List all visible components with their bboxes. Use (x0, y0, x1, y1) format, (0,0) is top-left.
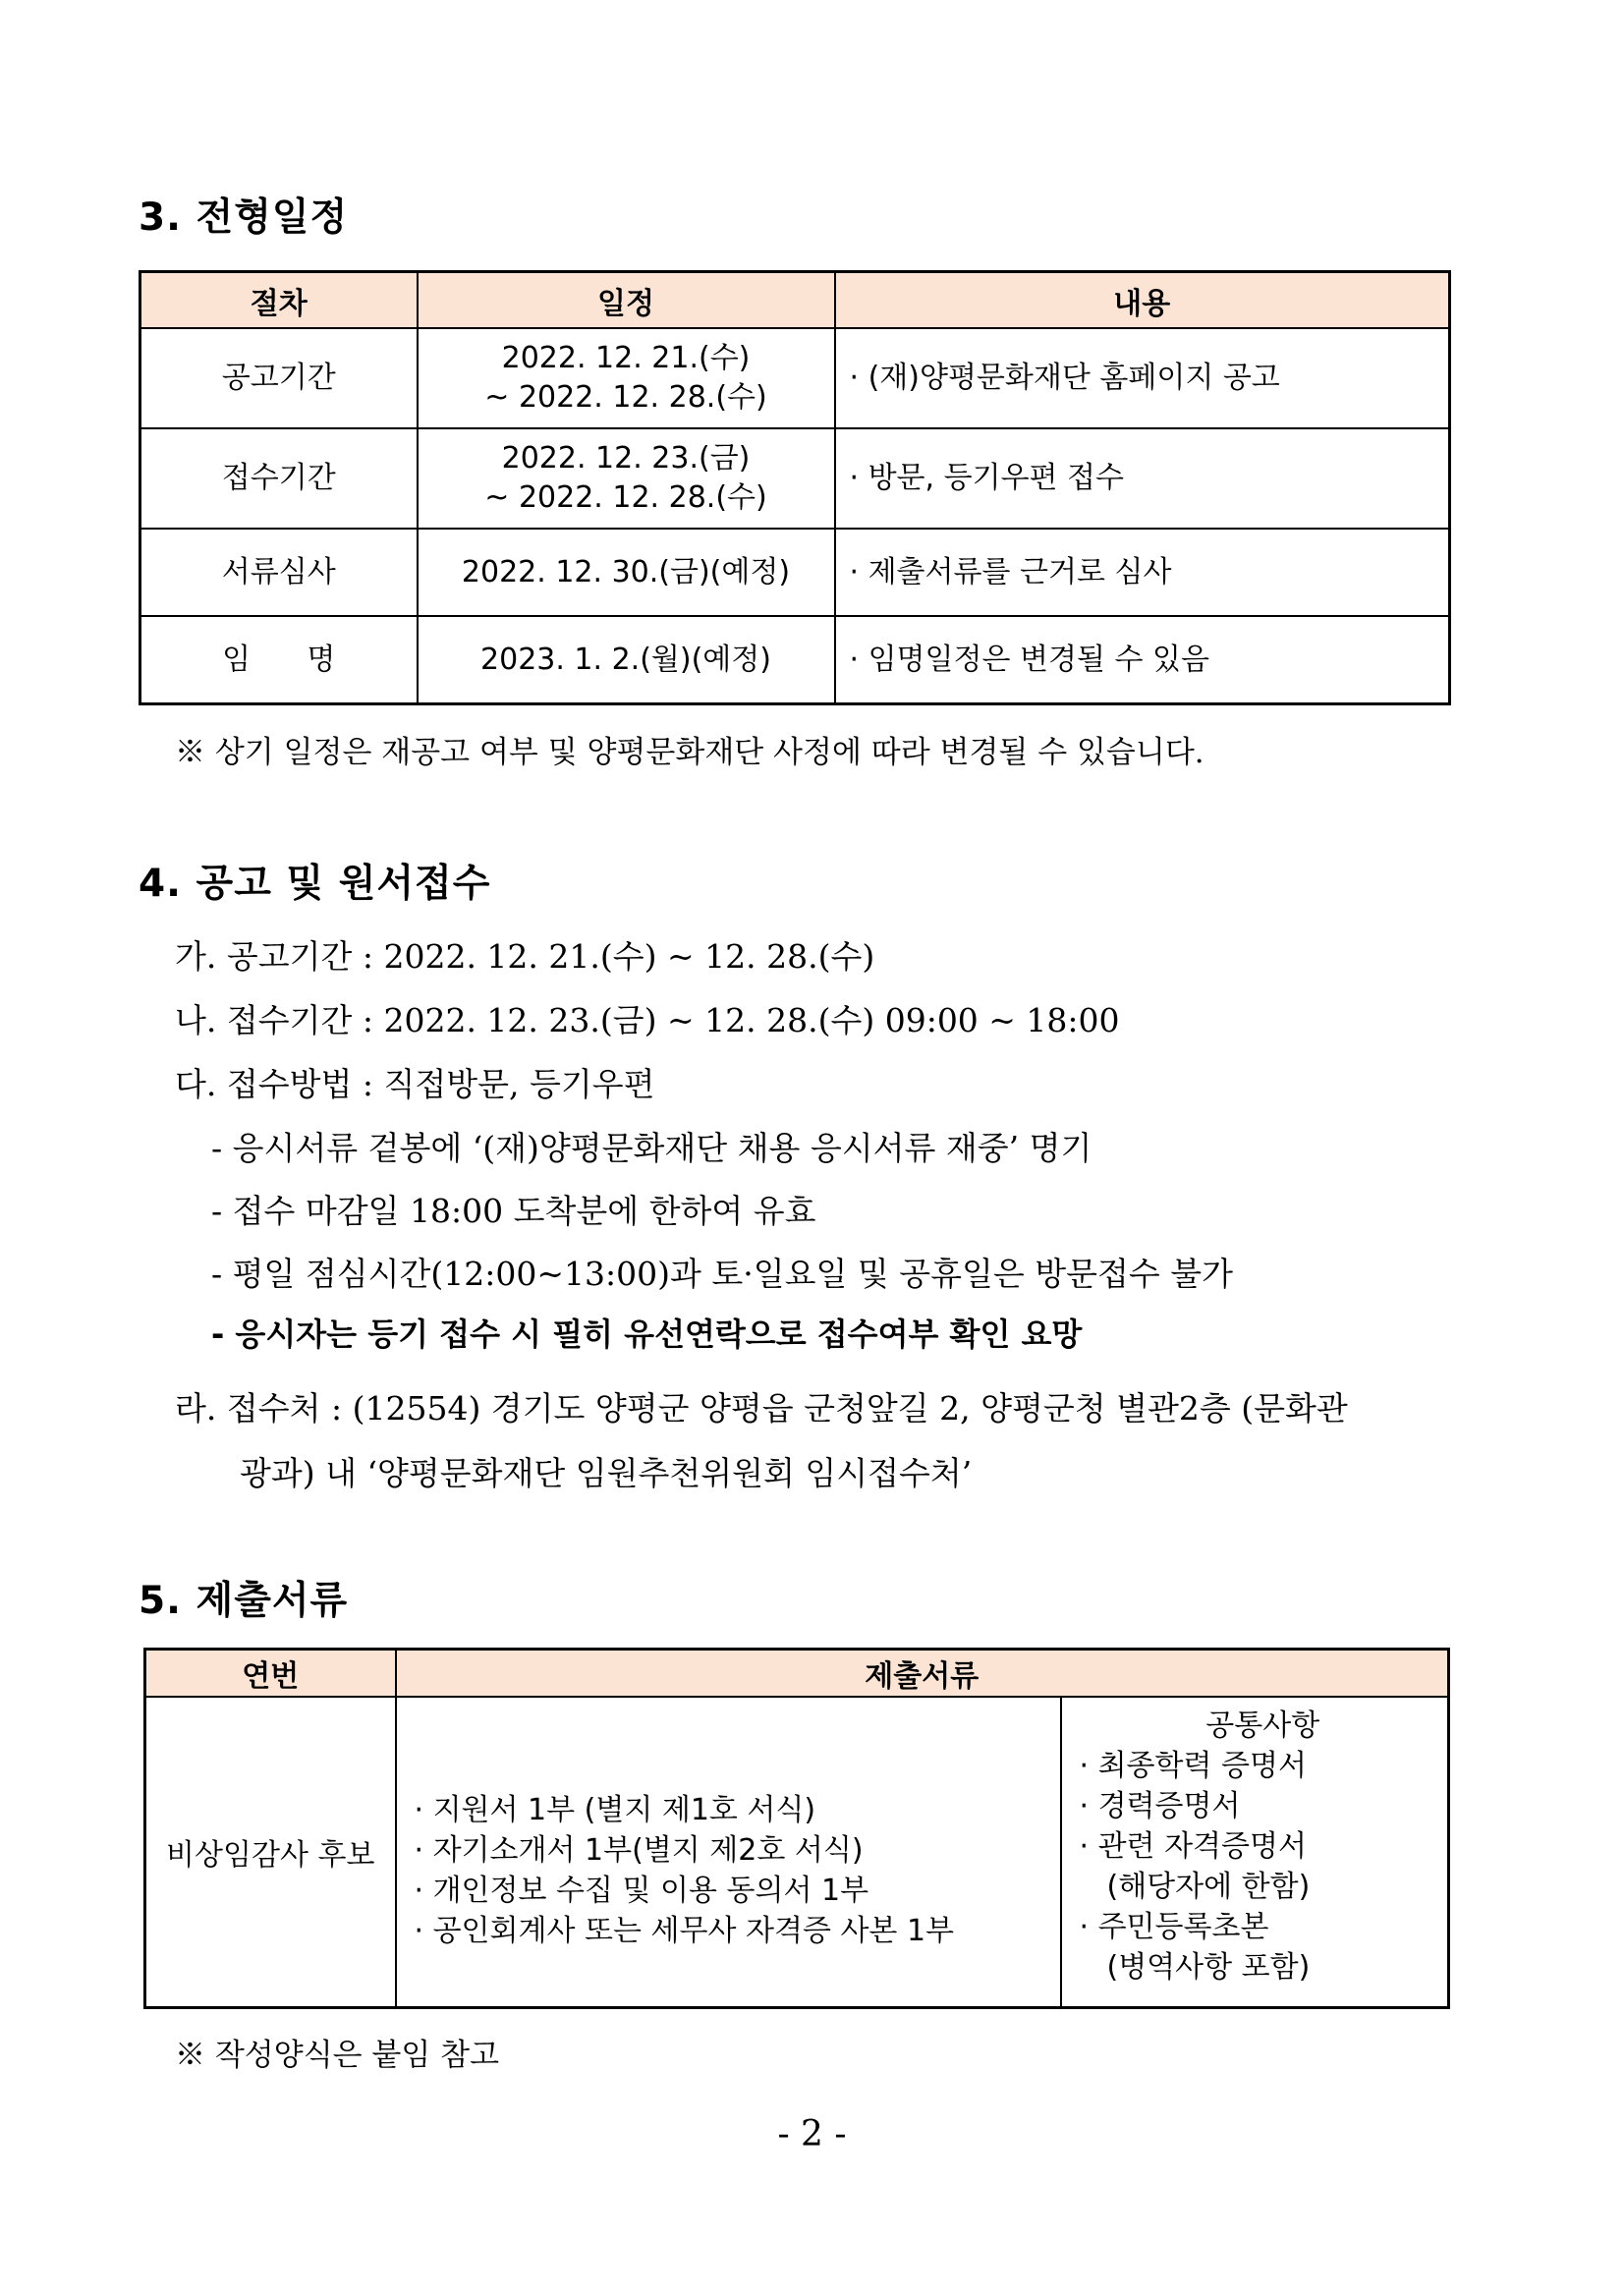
date-cell: 2022. 12. 30.(금)(예정) (418, 529, 835, 616)
date-cell: 2022. 12. 23.(금) ~ 2022. 12. 28.(수) (418, 428, 835, 529)
table-row (140, 529, 1450, 616)
date-cell: 2023. 1. 2.(월)(예정) (418, 616, 835, 704)
list-item: (해당자에 한함) (1106, 1870, 1311, 1904)
section5-title: 5. 제출서류 (139, 1579, 349, 1623)
header-date: 일정 (418, 272, 835, 329)
schedule-table (139, 270, 1451, 705)
receipt-location-cont: 광과) 내 ‘양평문화재단 임원추천위원회 임시접수처’ (240, 1454, 973, 1492)
list-item: · 개인정보 수집 및 이용 동의서 1부 (414, 1874, 869, 1909)
documents-list (396, 1697, 1061, 2007)
list-item-emphasis: - 응시자는 등기 접수 시 필히 유선연락으로 접수여부 확인 요망 (211, 1316, 1083, 1353)
list-item: · 경력증명서 (1079, 1789, 1241, 1823)
notice-period: 가. 공고기간 : 2022. 12. 21.(수) ~ 12. 28.(수) (175, 937, 875, 976)
schedule-header-row (140, 272, 1450, 329)
step-cell: 서류심사 (140, 529, 418, 616)
schedule-note: ※ 상기 일정은 재공고 여부 및 양평문화재단 사정에 따라 변경될 수 있습니다. (175, 735, 1204, 770)
list-item: · 지원서 1부 (별지 제1호 서식) (414, 1793, 816, 1828)
list-item: · 공인회계사 또는 세무사 자격증 사본 1부 (414, 1914, 955, 1949)
common-title: 공통사항 (1205, 1708, 1320, 1743)
receipt-location: 라. 접수처 : (12554) 경기도 양평군 양평읍 군청앞길 2, 양평군청 별관2층 (문화관 (175, 1389, 1348, 1428)
list-item: · 관련 자격증명서 (1079, 1829, 1307, 1864)
header-step: 절차 (140, 272, 418, 329)
table-row (140, 616, 1450, 704)
content-cell: · 제출서류를 근거로 심사 (835, 529, 1450, 616)
content-cell: · (재)양평문화재단 홈페이지 공고 (835, 328, 1450, 428)
documents-note: ※ 작성양식은 붙임 참고 (175, 2038, 500, 2073)
list-item: · 주민등록초본 (1079, 1910, 1269, 1944)
receipt-method: 다. 접수방법 : 직접방문, 등기우편 (175, 1065, 655, 1103)
step-cell: 임 명 (140, 616, 418, 704)
header-documents: 제출서류 (396, 1650, 1449, 1698)
table-row (140, 328, 1450, 428)
header-number: 연번 (145, 1650, 396, 1698)
list-item: (병역사항 포함) (1106, 1950, 1311, 1985)
list-item: - 평일 점심시간(12:00~13:00)과 토·일요일 및 공휴일은 방문접수 불가 (211, 1255, 1233, 1293)
header-content: 내용 (835, 272, 1450, 329)
list-item: · 최종학력 증명서 (1079, 1749, 1307, 1783)
content-cell: · 임명일정은 변경될 수 있음 (835, 616, 1450, 704)
page-number: - 2 - (777, 2114, 847, 2155)
table-row (140, 428, 1450, 529)
step-cell: 공고기간 (140, 328, 418, 428)
table-row (145, 1697, 1449, 2007)
list-item: - 응시서류 겉봉에 ‘(재)양평문화재단 채용 응시서류 재중’ 명기 (211, 1129, 1092, 1167)
step-cell: 접수기간 (140, 428, 418, 529)
list-item: · 자기소개서 1부(별지 제2호 서식) (414, 1833, 864, 1869)
content-cell: · 방문, 등기우편 접수 (835, 428, 1450, 529)
section3-title: 3. 전형일정 (139, 196, 349, 240)
list-item: - 접수 마감일 18:00 도착분에 한하여 유효 (211, 1192, 816, 1230)
documents-table (143, 1648, 1450, 2009)
receipt-period: 나. 접수기간 : 2022. 12. 23.(금) ~ 12. 28.(수) 09:00 ~ 18:00 (175, 1001, 1120, 1039)
common-list (1061, 1697, 1449, 2007)
documents-header-row (145, 1650, 1449, 1698)
section4-title: 4. 공고 및 원서접수 (139, 862, 491, 906)
date-cell: 2022. 12. 21.(수) ~ 2022. 12. 28.(수) (418, 328, 835, 428)
candidate-label: 비상임감사 후보 (145, 1697, 396, 2007)
